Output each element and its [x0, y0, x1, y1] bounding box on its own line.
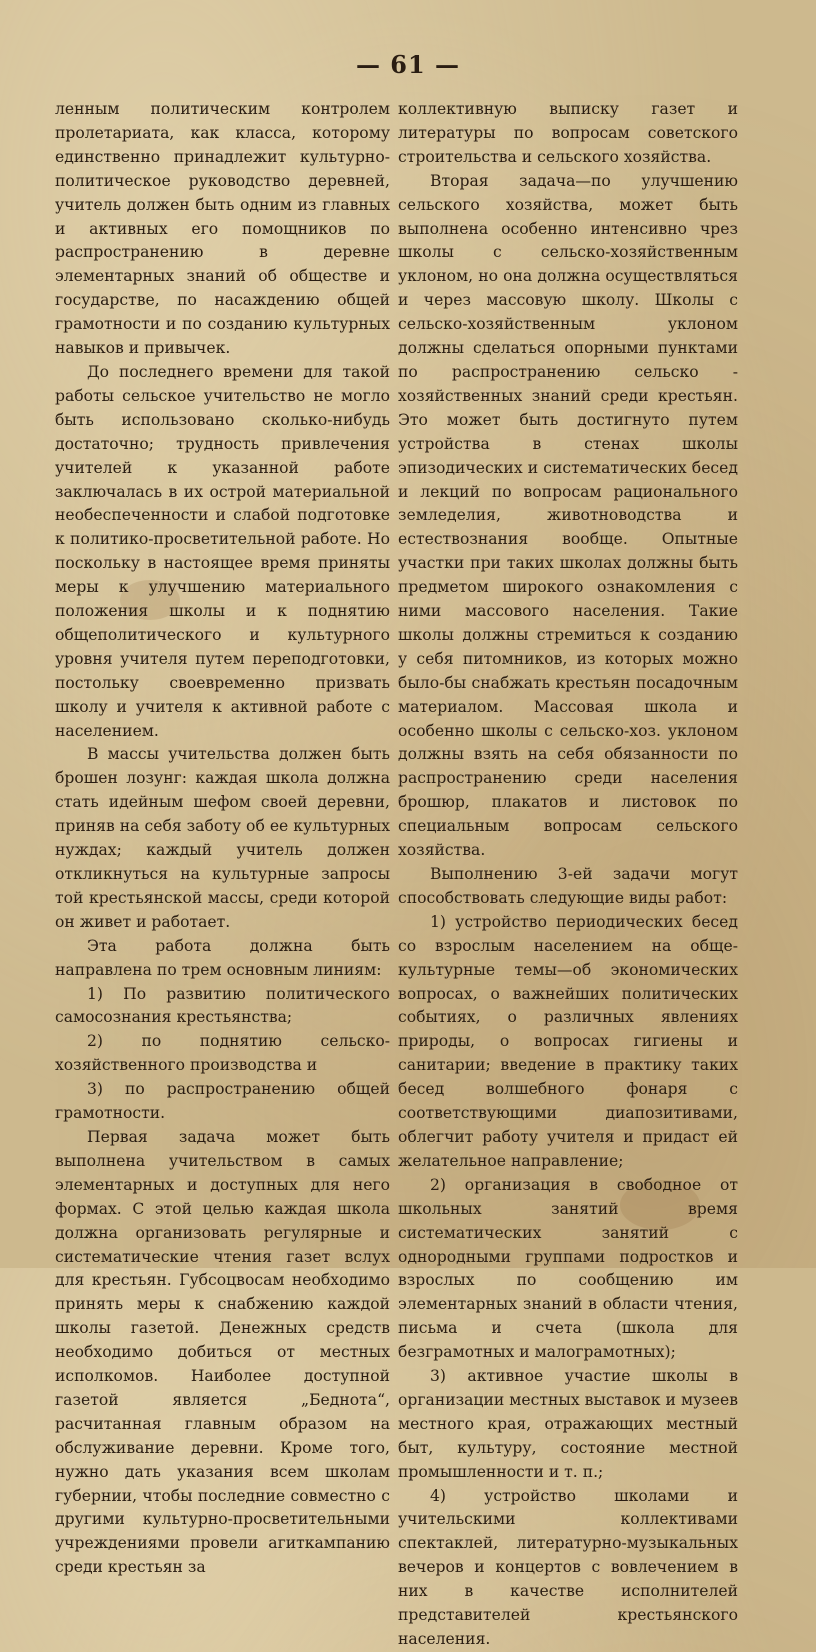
paragraph: Эта работа должна быть направлена по трем основным линиям:: [55, 936, 390, 979]
list-item: 3) активное участие школы в организации местных выставок и музеев местного края, отражающих местный быт, культуру, состояние местной промышленности и т. п.;: [398, 1367, 738, 1481]
paragraph: ленным политическим контролем пролетариата, как класса, которому единственно принадлежит культурно-политическое руководство деревней, учитель должен быть одним из главных и активных его помощников по распространению в деревне элементарных знаний об обществе и государстве, по насаждению общей грамотности и по созданию культурных навыков и привычек.: [55, 100, 390, 358]
paragraph: коллективную выписку газет и литературы по вопросам советского строительства и сельского хозяйства.: [398, 100, 738, 166]
page-number: — 61 —: [355, 50, 461, 79]
paragraph: Выполнению 3-ей задачи могут способствовать следующие виды работ:: [398, 865, 738, 907]
left-column: [55, 98, 390, 1580]
list-item: 1) По развитию политического самосознания крестьянства;: [55, 984, 390, 1027]
paragraph: Первая задача может быть выполнена учительством в самых элементарных и доступных для него формах. С этой целью каждая школа должна организовать регулярные и систематические чтения газет вслух для крестьян. Губсоцвосам необходимо принять меры к снабжению каждой школы газетой. Денежных средств необходимо добиться от местных исполкомов. Наиболее доступной газетой является „Беднота“, расчитанная главным образом на обслуживание деревни. Кроме того, нужно дать указания всем школам губернии, чтобы последние совместно с другими культурно-просветительными учреждениями провели агиткампанию среди крестьян за: [55, 1127, 390, 1577]
paragraph: В массы учительства должен быть брошен лозунг: каждая школа должна стать идейным шефом своей деревни, приняв на себя заботу об ее культурных нуждах; каждый учитель должен откликнуться на культурные запросы той крестьянской массы, среди которой он живет и работает.: [55, 745, 390, 931]
paragraph: Вторая задача—по улучшению сельского хозяйства, может быть выполнена особенно интенсивно чрез школы с сельско-хозяйственным уклоном, но она должна осуществляться и через массовую школу. Школы с сельско-хозяйственным уклоном должны сделаться опорными пунктами по распространению сельско - хозяйственных знаний среди крестьян. Это может быть достигнуто путем устройства в стенах школы эпизодических и систематических бесед и лекций по вопросам рационального земледелия, животноводства и естествознания вообще. Опытные участки при таких школах должны быть предметом широкого ознакомления с ними массового населения. Такие школы должны стремиться к созданию у себя питомников, из которых можно было-бы снабжать крестьян посадочным материалом. Массовая школа и особенно школы с сельско-хоз. уклоном должны взять на себя обязанности по распространению среди населения брошюр, плакатов и листовок по специальным вопросам сельского хозяйства.: [398, 171, 738, 860]
list-item: 2) по поднятию сельско-хозяйственного производства и: [55, 1032, 390, 1075]
list-item: 3) по распространению общей грамотности.: [55, 1080, 390, 1123]
right-column: [398, 98, 738, 1652]
paragraph: До последнего времени для такой работы сельское учительство не могло быть использовано сколько-нибудь достаточно; трудность привлечения учителей к указанной работе заключалась в их острой материальной необеспеченности и слабой подготовке к политико-просветительной работе. Но поскольку в настоящее время приняты меры к улучшению материального положения школы и к поднятию общеполитического и культурного уровня учителя путем переподготовки, постольку своевременно призвать школу и учителя к активной работе с населением.: [55, 362, 390, 740]
list-item: 2) организация в свободное от школьных занятий время систематических занятий с однородными группами подростков и взрослых по сообщению им элементарных знаний в области чтения, письма и счета (школа для безграмотных и малограмотных);: [398, 1175, 738, 1362]
list-item: 1) устройство периодических бесед со взрослым населением на обще-культурные темы—об экономических вопросах, о важнейших политических событиях, о различных явлениях природы, о вопросах гигиены и санитарии; введение в практику таких бесед волшебного фонаря с соответствующими диапозитивами, облегчит работу учителя и придаст ей желательное направление;: [398, 912, 738, 1170]
list-item: 4) устройство школами и учительскими коллективами спектаклей, литературно-музыкальных вечеров и концертов с вовлечением в них в качестве исполнителей представителей крестьянского населения.: [398, 1486, 738, 1648]
